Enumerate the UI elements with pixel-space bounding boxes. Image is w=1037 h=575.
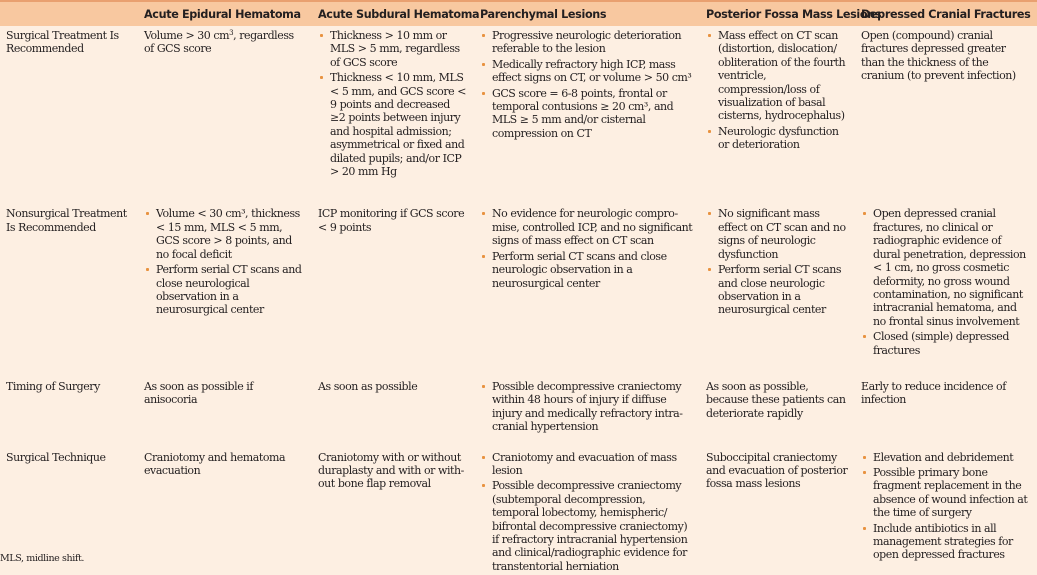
cell-subdural bbox=[312, 26, 474, 204]
table-footnote: MLS, midline shift. bbox=[0, 553, 84, 564]
list-item-text: Include antibiotics in all management strategies for open depressed fractures bbox=[873, 521, 1013, 562]
list-item-text: Open depressed cranial fractures, no clinical or radiographic evidence of dural penetration, depression < 1 cm, no gross cosmetic deformity, no gross wound contamination, no significant intracranial hematoma, and no frontal sinus involvement bbox=[873, 207, 1026, 328]
bullet-icon bbox=[482, 92, 485, 95]
cell-text: Open (compound) cranial fractures depressed greater than the thickness of the cranium (to prevent infection) bbox=[861, 29, 1016, 83]
bullet-icon bbox=[320, 76, 323, 79]
bullet-list bbox=[861, 207, 1031, 356]
cell-depressed-fractures bbox=[855, 26, 1037, 204]
list-item bbox=[480, 250, 694, 290]
cell-epidural bbox=[138, 204, 312, 376]
list-item bbox=[480, 451, 694, 478]
list-item bbox=[480, 87, 694, 141]
cell-text: Volume > 30 $cm^3$, regardless of GCS score bbox=[144, 29, 294, 56]
header-depressed-cranial-fractures: Depressed Cranial Fractures bbox=[855, 1, 1037, 26]
list-item-text: Perform serial CT scans and close neurological observation in a neurosurgical center bbox=[156, 263, 302, 317]
list-item bbox=[144, 263, 306, 317]
bullet-list bbox=[480, 451, 694, 574]
cell-parenchymal bbox=[474, 377, 700, 448]
bullet-icon bbox=[863, 527, 866, 530]
cell-parenchymal bbox=[474, 26, 700, 204]
list-item-text: Possible primary bone fragment replacement in the absence of wound infection at the time of surgery bbox=[873, 465, 1028, 520]
bullet-list bbox=[861, 451, 1031, 562]
list-item-text: Possible decompressive craniectomy (subtemporal decompression, temporal lobectomy, hemispheric/ bifrontal decompressive craniectomy) if refractory intracranial hypertension and clinical/radiographic evidence for transtentorial herniation bbox=[492, 479, 688, 573]
cell-depressed-fractures bbox=[855, 448, 1037, 575]
cell-epidural bbox=[138, 448, 312, 575]
bullet-list bbox=[480, 380, 694, 434]
list-item-text: Craniotomy and evacuation of mass lesion bbox=[492, 450, 677, 477]
bullet-icon bbox=[708, 34, 711, 37]
cell-posterior-fossa bbox=[700, 26, 855, 204]
list-item bbox=[480, 380, 694, 434]
bullet-icon bbox=[708, 212, 711, 215]
list-item bbox=[706, 207, 849, 261]
row-header: Surgical Technique bbox=[6, 450, 106, 464]
header-parenchymal-lesions: Parenchymal Lesions bbox=[474, 1, 700, 26]
cell-epidural bbox=[138, 377, 312, 448]
list-item bbox=[861, 466, 1031, 520]
bullet-icon bbox=[863, 471, 866, 474]
table-row-surgical-treatment bbox=[0, 26, 1037, 204]
list-item bbox=[706, 125, 849, 152]
bullet-list bbox=[144, 207, 306, 316]
list-item bbox=[480, 207, 694, 247]
cell-depressed-fractures bbox=[855, 377, 1037, 448]
cell-text: Suboccipital craniectomy and evacuation of posterior fossa mass lesions bbox=[706, 450, 848, 491]
bullet-icon bbox=[482, 63, 485, 66]
cell-text: As soon as possible if anisocoria bbox=[144, 379, 253, 407]
bullet-list bbox=[480, 29, 694, 140]
header-acute-subdural-hematoma: Acute Subdural Hematoma bbox=[312, 1, 474, 26]
list-item-text: Volume < 30 cm³, thickness < 15 mm, MLS < 5 mm, GCS score > 8 points, and no focal deficit bbox=[156, 207, 300, 261]
list-item bbox=[706, 29, 849, 123]
cell-posterior-fossa bbox=[700, 204, 855, 376]
bullet-icon bbox=[146, 212, 149, 215]
cell-text: As soon as possible bbox=[318, 379, 418, 393]
cell-posterior-fossa bbox=[700, 448, 855, 575]
list-item-text: Thickness > 10 mm or MLS > 5 mm, regardless of GCS score bbox=[330, 29, 460, 69]
list-item bbox=[861, 522, 1031, 562]
table-body bbox=[0, 26, 1037, 575]
bullet-icon bbox=[482, 385, 485, 388]
bullet-icon bbox=[482, 212, 485, 215]
header-cell-blank bbox=[0, 1, 138, 26]
cell-text: ICP monitoring if GCS score < 9 points bbox=[318, 207, 465, 234]
list-item bbox=[480, 58, 694, 85]
cell-parenchymal bbox=[474, 204, 700, 376]
cell-subdural bbox=[312, 204, 474, 376]
list-item bbox=[318, 29, 468, 69]
cell-text: Craniotomy with or without duraplasty and with or with-out bone flap removal bbox=[318, 450, 464, 491]
bullet-icon bbox=[863, 212, 866, 215]
bullet-icon bbox=[482, 456, 485, 459]
bullet-icon bbox=[863, 456, 866, 459]
list-item-text: Neurologic dysfunction or deterioration bbox=[718, 124, 839, 152]
cell-text: Craniotomy and hematoma evacuation bbox=[144, 450, 286, 477]
bullet-list bbox=[480, 207, 694, 289]
list-item bbox=[861, 330, 1031, 357]
bullet-list bbox=[706, 29, 849, 152]
cell-parenchymal bbox=[474, 448, 700, 575]
list-item bbox=[861, 451, 1031, 464]
list-item-text: Possible decompressive craniectomy within 48 hours of injury if diffuse injury and medically refractory intra-cranial hypertension bbox=[492, 379, 683, 434]
bullet-list bbox=[706, 207, 849, 316]
table-row-surgical-technique bbox=[0, 448, 1037, 575]
table-header-row bbox=[0, 1, 1037, 26]
bullet-icon bbox=[708, 130, 711, 133]
row-header: Timing of Surgery bbox=[6, 379, 100, 393]
list-item-text: Perform serial CT scans and close neurologic observation in a neurosurgical center bbox=[718, 263, 842, 317]
list-item-text: GCS score = 6-8 points, frontal or temporal contusions ≥ 20 cm³, and MLS ≥ 5 mm and/or cisternal compression on CT bbox=[492, 86, 674, 140]
list-item-text: No evidence for neurologic compro-mise, controlled ICP, and no significant signs of mass effect on CT scan bbox=[492, 207, 693, 248]
cell-subdural bbox=[312, 377, 474, 448]
list-item-text: Progressive neurologic deterioration referable to the lesion bbox=[492, 29, 682, 56]
table-row-timing-of-surgery bbox=[0, 377, 1037, 448]
bullet-icon bbox=[146, 268, 149, 271]
list-item bbox=[706, 263, 849, 317]
list-item bbox=[144, 207, 306, 261]
list-item bbox=[480, 29, 694, 56]
cell-text: Early to reduce incidence of infection bbox=[861, 379, 1006, 407]
bullet-icon bbox=[863, 335, 866, 338]
bullet-icon bbox=[482, 255, 485, 258]
bullet-icon bbox=[320, 34, 323, 37]
row-header: Surgical Treatment Is Recommended bbox=[6, 29, 119, 56]
cell-epidural bbox=[138, 26, 312, 204]
table-row-nonsurgical-treatment bbox=[0, 204, 1037, 376]
list-item bbox=[480, 479, 694, 573]
bullet-list bbox=[318, 29, 468, 178]
bullet-icon bbox=[482, 484, 485, 487]
row-header: Nonsurgical Treatment Is Recommended bbox=[6, 207, 127, 234]
bullet-icon bbox=[482, 34, 485, 37]
list-item-text: Medically refractory high ICP, mass effect signs on CT, or volume > 50 cm³ bbox=[492, 57, 692, 85]
list-item-text: Closed (simple) depressed fractures bbox=[873, 330, 1009, 357]
list-item-text: Thickness < 10 mm, MLS < 5 mm, and GCS score < 9 points and decreased ≥2 points between injury and hospital admission; asymmetrical or fixed and dilated pupils; and/or ICP > 20 mm Hg bbox=[330, 71, 467, 179]
cell-text: As soon as possible, because these patients can deteriorate rapidly bbox=[706, 379, 846, 420]
bullet-icon bbox=[708, 268, 711, 271]
list-item-text: No significant mass effect on CT scan and no signs of neurologic dysfunction bbox=[718, 207, 846, 261]
list-item bbox=[318, 71, 468, 178]
cell-depressed-fractures bbox=[855, 204, 1037, 376]
header-acute-epidural-hematoma: Acute Epidural Hematoma bbox=[138, 1, 312, 26]
cell-posterior-fossa bbox=[700, 377, 855, 448]
list-item-text: Mass effect on CT scan (distortion, dislocation/ obliteration of the fourth ventricle, compression/loss of visualization of basal cisterns, hydrocephalus) bbox=[718, 29, 846, 123]
cell-subdural bbox=[312, 448, 474, 575]
list-item bbox=[861, 207, 1031, 328]
list-item-text: Elevation and debridement bbox=[873, 450, 1014, 464]
list-item-text: Perform serial CT scans and close neurologic observation in a neurosurgical center bbox=[492, 249, 667, 290]
header-posterior-fossa-mass-lesions: Posterior Fossa Mass Lesions bbox=[700, 1, 855, 26]
